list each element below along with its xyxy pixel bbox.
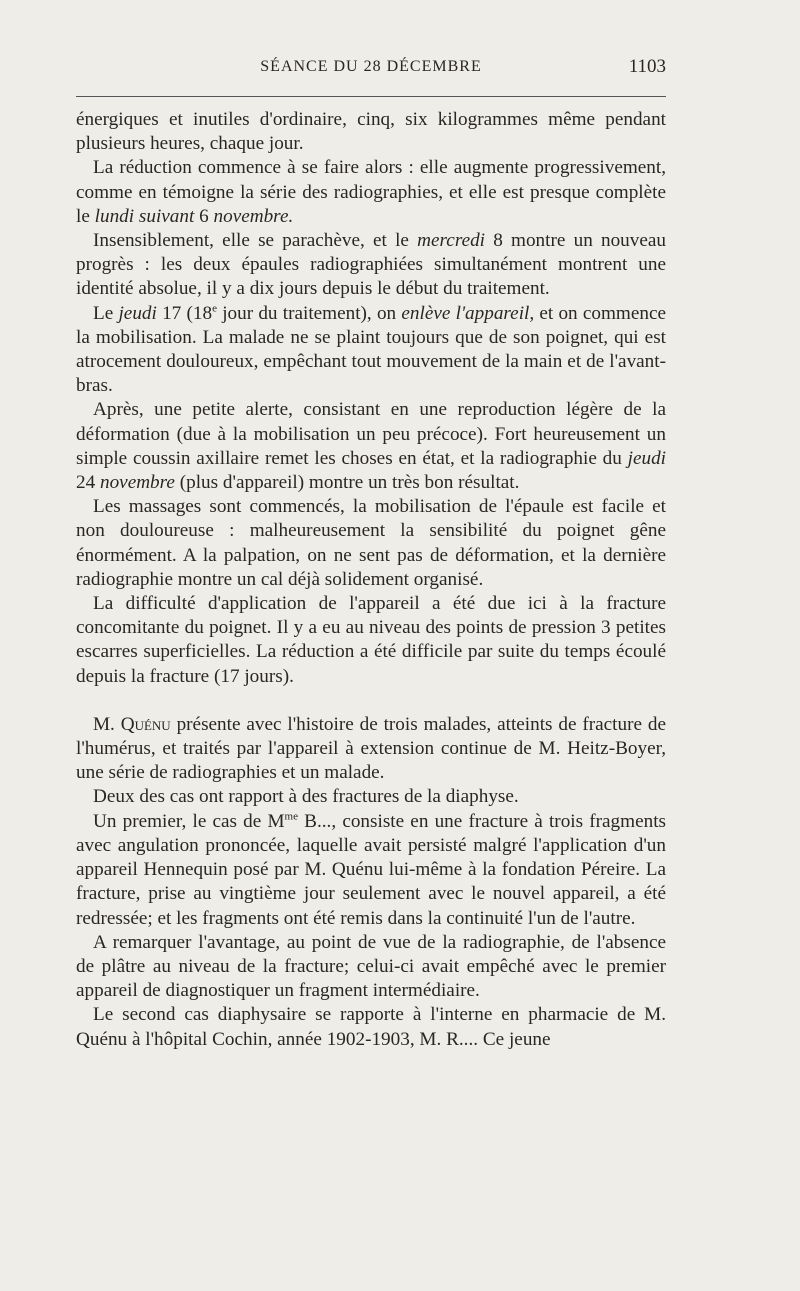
paragraph: énergiques et inutiles d'ordinaire, cinq, six kilogrammes même pendant plusieurs heures, chaque jour.	[76, 109, 666, 155]
body-text	[76, 108, 666, 1052]
header-rule	[76, 96, 666, 97]
paragraph: La réduction commence à se faire alors : elle augmente progressivement, comme en témoigne la série des radiographies, et elle est presque complète le lundi suivant 6 novembre.	[76, 157, 666, 227]
paragraph: Le jeudi 17 (18e jour du traitement), on enlève l'appareil, et on commence la mobilisation. La malade ne se plaint toujours que de son poignet, qui est atrocement douloureux, empêchant tout mouvement de la main et de l'avant-bras.	[76, 302, 666, 397]
paragraph: La difficulté d'application de l'appareil a été due ici à la fracture concomitante du poignet. Il y a eu au niveau des points de pression 3 petites escarres superficielles. La réduction a été difficile par suite du temps écoulé depuis la fracture (17 jours).	[76, 593, 666, 687]
paragraph: A remarquer l'avantage, au point de vue de la radiographie, de l'absence de plâtre au niveau de la fracture; celui-ci avait empêché avec le premier appareil de diagnostiquer un fragment intermédiaire.	[76, 931, 666, 1002]
page-header	[76, 56, 666, 86]
paragraph: Un premier, le cas de $M^{me}$ B..., consiste en une fracture à trois fragments avec angulation prononcée, laquelle avait persisté malgré l'application d'un appareil Hennequin posé par M. Quénu lui-même à la fondation Péreire. La fracture, prise au vingtième jour seulement avec le nouvel appareil, a été redressée; et les fragments ont été remis dans la continuité l'un de l'autre.	[76, 810, 666, 929]
paragraph: Après, une petite alerte, consistant en une reproduction légère de la déformation (due à la mobilisation un peu précoce). Fort heureusement un simple coussin axillaire remet les choses en état, et la radiographie du jeudi 24 novembre (plus d'appareil) montre un très bon résultat.	[76, 399, 666, 494]
paragraph: Le second cas diaphysaire se rapporte à l'interne en pharmacie de M. Quénu à l'hôpital Cochin, année 1902-1903, M. R.... Ce jeune	[76, 1004, 666, 1050]
section-gap	[76, 689, 666, 713]
paragraph: Les massages sont commencés, la mobilisation de l'épaule est facile et non douloureuse : malheureusement la sensibilité du poignet gêne énormément. A la palpation, on ne sent pas de déformation, et la dernière radiographie montre un cal déjà solidement organisé.	[76, 496, 666, 590]
running-title: SÉANCE DU 28 DÉCEMBRE	[260, 58, 482, 75]
paragraph: M. Quénu présente avec l'histoire de trois malades, atteints de fracture de l'humérus, et traités par l'appareil à extension continue de M. Heitz-Boyer, une série de radiographies et un malade.	[76, 713, 666, 784]
page-number: 1103	[628, 56, 666, 77]
paragraph: Deux des cas ont rapport à des fractures de la diaphyse.	[93, 786, 519, 808]
paragraph: Insensiblement, elle se parachève, et le mercredi 8 montre un nouveau progrès : les deux épaules radiographiées simultanément montrent une identité absolue, il y a dix jours depuis le début du traitement.	[76, 230, 666, 300]
